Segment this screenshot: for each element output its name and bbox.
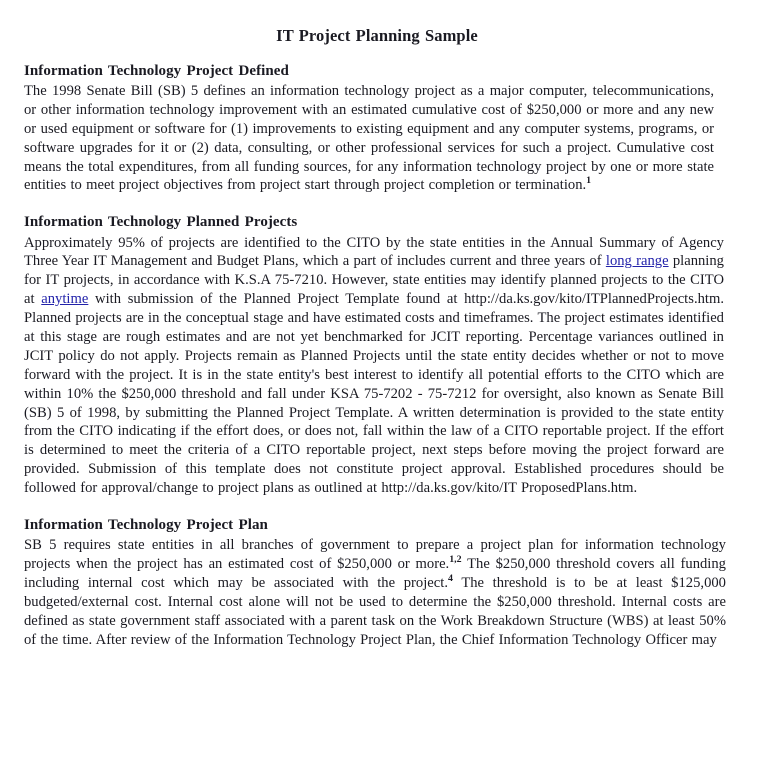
paragraph-text-part-3: The threshold is to be at least $125,000 budgeted/external cost. Internal cost alone will not be used to determine the $250,000 threshold. Internal costs are defined as state government staff associated with a parent task on the Work Breakdown Structure (WBS) at least 50% of the time. After review of the Information Technology Project Plan, the Chief Information Technology Officer may (24, 574, 726, 648)
paragraph-text-part-3: with submission of the Planned Project Template found at (88, 291, 465, 308)
paragraph-project-plan (24, 536, 726, 649)
footnote-marker-4: 4 (447, 573, 453, 585)
section-heading-project-plan: Information Technology Project Plan (24, 516, 268, 533)
footnote-marker: 1 (586, 175, 592, 187)
paragraph-project-defined (24, 82, 714, 195)
section-planned-projects (24, 213, 730, 498)
paragraph-text-part-1: SB 5 requires state entities in all branches of government to prepare a project plan for information technology projects when the project has an estimated cost of $250,000 or more. (24, 537, 726, 573)
link-long-range[interactable]: long range (605, 253, 669, 270)
url-proposed-plans: http://da.ks.gov/kito/IT ProposedPlans.htm (381, 480, 634, 497)
section-heading-planned-projects: Information Technology Planned Projects (24, 214, 298, 231)
section-heading-project-defined: Information Technology Project Defined (24, 62, 289, 79)
paragraph-text-part-5: . (633, 480, 638, 497)
section-project-defined (24, 62, 730, 196)
url-planned-projects: http://da.ks.gov/kito/ITPlannedProjects.htm (464, 291, 721, 308)
footnote-marker-1-2: 1,2 (449, 554, 462, 566)
page-title: IT Project Planning Sample (276, 26, 478, 45)
paragraph-text-part-1: Approximately 95% of projects are identified to the CITO by the state entities in the Annual Summary of Agency Three Year IT Management and Budget Plans, which a part of includes current and three years of (24, 234, 724, 270)
paragraph-text-part-4: . Planned projects are in the conceptual stage and have estimated costs and timeframes. The project estimates identified at this stage are rough estimates and are not yet benchmarked for JCIT reporting. Percentage variances outlined in JCIT policy do not apply. Projects remain as Planned Projects until the state entity decides whether or not to move forward with the project. It is in the state entity's best interest to identify all potential efforts to the CITO which are within 10% the $250,000 threshold and fall under KSA 75-7202 - 75-7212 for oversight, also known as Senate Bill (SB) 5 of 1998, by submitting the Planned Project Template. A written determination is provided to the state entity from the CITO indicating if the effort does, or does not, fall within the law of a CITO reportable project. If the effort is determined to meet the criteria of a CITO reportable project, next steps before moving the project forward are provided. Submission of this template does not constitute project approval. Established procedures should be followed for approval/change to project plans as outlined at (24, 291, 725, 497)
paragraph-planned-projects (24, 234, 724, 498)
link-anytime[interactable]: anytime (41, 291, 89, 308)
section-project-plan (24, 516, 730, 650)
paragraph-text: The 1998 Senate Bill (SB) 5 defines an information technology project as a major computer, telecommunications, or other information technology improvement with an estimated cumulative cost of $250,000 or more and any new or used equipment or software for (1) improvements to existing equipment and any computer systems, programs, or software upgrades for it or (2) data, consulting, or other professional services for such a project. Cumulative cost means the total expenditures, from all funding sources, for any information technology project by one or more state entities to meet project objectives from project start through project completion or termination. (24, 82, 714, 194)
paragraph-text-part-2: The $250,000 threshold covers all funding including internal cost which may be associated with the project. (24, 556, 726, 591)
paragraph-text-part-2: planning for IT projects, in accordance with K.S.A 75-7210. However, state entities may identify planned projects to the CITO at (24, 253, 724, 308)
